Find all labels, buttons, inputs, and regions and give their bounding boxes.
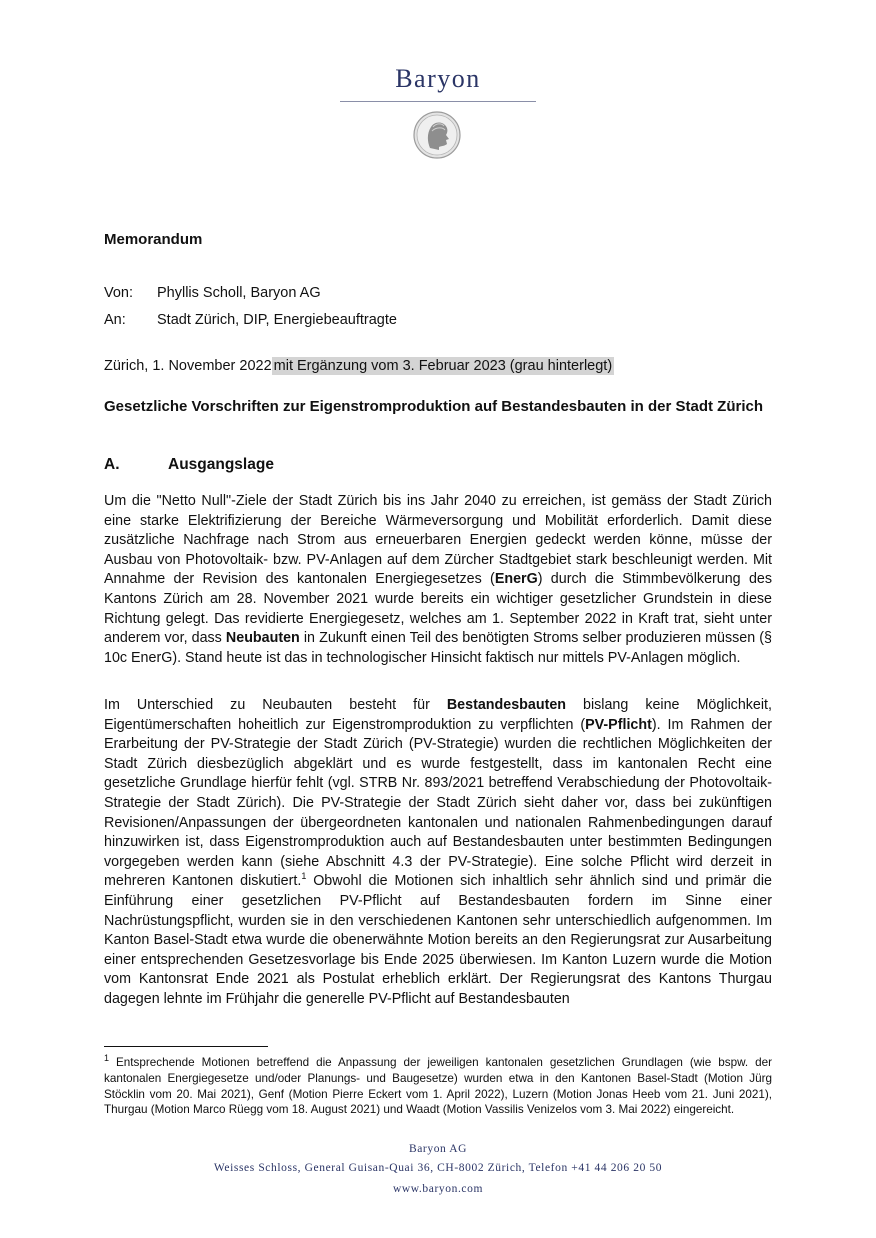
p2-text: Im Unterschied zu Neubauten besteht für — [104, 697, 447, 713]
from-label: Von: — [104, 285, 134, 301]
to-row — [104, 312, 397, 328]
footer-company: Baryon AG — [408, 1143, 468, 1155]
p1-text: ) durch die Stimmbevölkerung des Kantons Zürich am 28. November 2021 wurde bereits ein wichtiger gesetzlicher Grundstein in diese Richtung gelegt. Das revidierte Energiegesetz, welches am 1. September 2022 in Kraft trat, sieht unter anderem vor, dass — [104, 571, 772, 647]
to-value: Stadt Zürich, DIP, Energiebeauftragte — [157, 312, 397, 328]
date-text: Zürich, 1. November 2022 — [104, 358, 272, 374]
amendment-text: mit Ergänzung vom 3. Februar 2023 (grau hinterlegt) — [273, 358, 613, 374]
date-line — [104, 358, 614, 374]
p1-text: Um die "Netto Null"-Ziele der Stadt Zürich bis ins Jahr 2040 zu erreichen, ist gemäss der Stadt Zürich eine starke Elektrifizierung der Bereiche Wärmeversorgung und Mobilität erforderlich. Damit diese zusätzliche Nachfrage nach Strom aus erneuerbaren Energien gedeckt werden könne, müsse der Ausbau von Photovoltaik- bzw. PV-Anlagen auf dem Zürcher Stadtgebiet stark beschleunigt werden. Mit Annahme der Revision des kantonalen Energiegesetzes ( — [104, 493, 772, 588]
logo-divider — [340, 101, 536, 102]
company-logo: Baryon — [395, 64, 481, 93]
amendment-highlight — [272, 357, 615, 375]
p2-text: Obwohl die Motionen sich inhaltlich sehr ähnlich sind und primär die Einführung einer gesetzlichen PV-Pflicht auf Bestandesbauten fordern im Sinne einer Nachrüstungspflicht, wurden sie in den verschiedenen Kantonen sehr unterschiedlich aufgenommen. Im Kanton Basel-Stadt etwa wurde die obenerwähnte Motion bereits an den Regierungsrat zur Ausarbeitung einer entsprechenden Gesetzesvorlage bis Ende 2025 überwiesen. Im Kanton Luzern wurde die Motion vom Kantonsrat Ende 2021 als Postulat erheblich erklärt. Der Regierungsrat des Kantons Thurgau dagegen lehnte im Frühjahr die generelle PV-Pflicht auf Bestandesbauten — [104, 873, 773, 1007]
from-row — [104, 285, 321, 301]
profile-medallion-icon — [412, 110, 462, 160]
footnote-number: 1 — [104, 1053, 110, 1064]
p2-text: bislang keine Möglichkeit, Eigentümerschaften hoheitlich zur Eigenstromproduktion zu verpflichten ( — [104, 697, 773, 733]
section-heading — [104, 456, 274, 474]
p2-text: ). Im Rahmen der Erarbeitung der PV-Strategie der Stadt Zürich (PV-Strategie) wurden die rechtlichen Möglichkeiten der Stadt Zürich diesbezüglich abgeklärt und es wurde festgestellt, dass im kantonalen Recht eine gesetzliche Grundlage hierfür fehlt (vgl. STRB Nr. 893/2021 betreffend Verabschiedung der Photovoltaik-Strategie der Stadt Zürich). Die PV-Strategie der Stadt Zürich sieht daher vor, dass bei zukünftigen Revisionen/Anpassungen der übergeordneten kantonalen und nationalen Rahmenbedingungen darauf hinzuwirken ist, dass Eigenstromproduktion auch auf Bestandesbauten unter bestimmten Bedingungen vorgegeben werden kann (siehe Abschnitt 4.3 der PV-Strategie). Eine solche Pflicht wird derzeit in mehreren Kantonen diskutiert. — [104, 716, 772, 890]
p1-bold-neubauten: Neubauten — [225, 630, 300, 647]
footnote — [104, 1055, 772, 1118]
p1-bold-energ: EnerG — [494, 571, 538, 588]
footer-address: Weisses Schloss, General Guisan-Quai 36, CH-8002 Zürich, Telefon +41 44 206 20 50 — [213, 1162, 663, 1174]
section-number: A. — [104, 456, 120, 473]
p1-text: in Zukunft einen Teil des benötigten Stroms selber produzieren müssen (§ 10c EnerG). Stand heute ist das in technologischer Hinsicht faktisch nur mittels PV-Anlagen möglich. — [104, 630, 772, 666]
p2-bold-bestandesbauten: Bestandesbauten — [446, 697, 567, 713]
to-label: An: — [104, 312, 126, 328]
document-title: Gesetzliche Vorschriften zur Eigenstromproduktion auf Bestandesbauten in der Stadt Zürich — [104, 398, 763, 415]
paragraph-2 — [104, 696, 772, 1010]
footnote-divider — [104, 1046, 268, 1047]
paragraph-1 — [104, 492, 772, 668]
footnote-text: Entsprechende Motionen betreffend die Anpassung der jeweiligen kantonalen gesetzlichen Grundlagen (wie bspw. der kantonalen Energiegesetze und/oder Planungs- und Baugesetze) wurden etwa in den Kantonen Basel-Stadt (Motion Jürg Stöcklin vom 20. Mai 2021), Genf (Motion Pierre Eckert vom 1. April 2022), Luzern (Motion Jonas Heeb vom 21. Juni 2021), Thurgau (Motion Marco Rüegg vom 18. August 2021) und Waadt (Motion Vassilis Venizelos vom 3. Mai 2022) eingereicht. — [104, 1056, 772, 1117]
from-value: Phyllis Scholl, Baryon AG — [157, 285, 321, 301]
footnote-reference[interactable]: 1 — [301, 871, 307, 882]
section-title: Ausgangslage — [168, 456, 274, 473]
p2-bold-pv-pflicht: PV-Pflicht — [585, 716, 652, 733]
memo-title: Memorandum — [104, 231, 203, 248]
footer-website[interactable]: www.baryon.com — [392, 1183, 484, 1195]
